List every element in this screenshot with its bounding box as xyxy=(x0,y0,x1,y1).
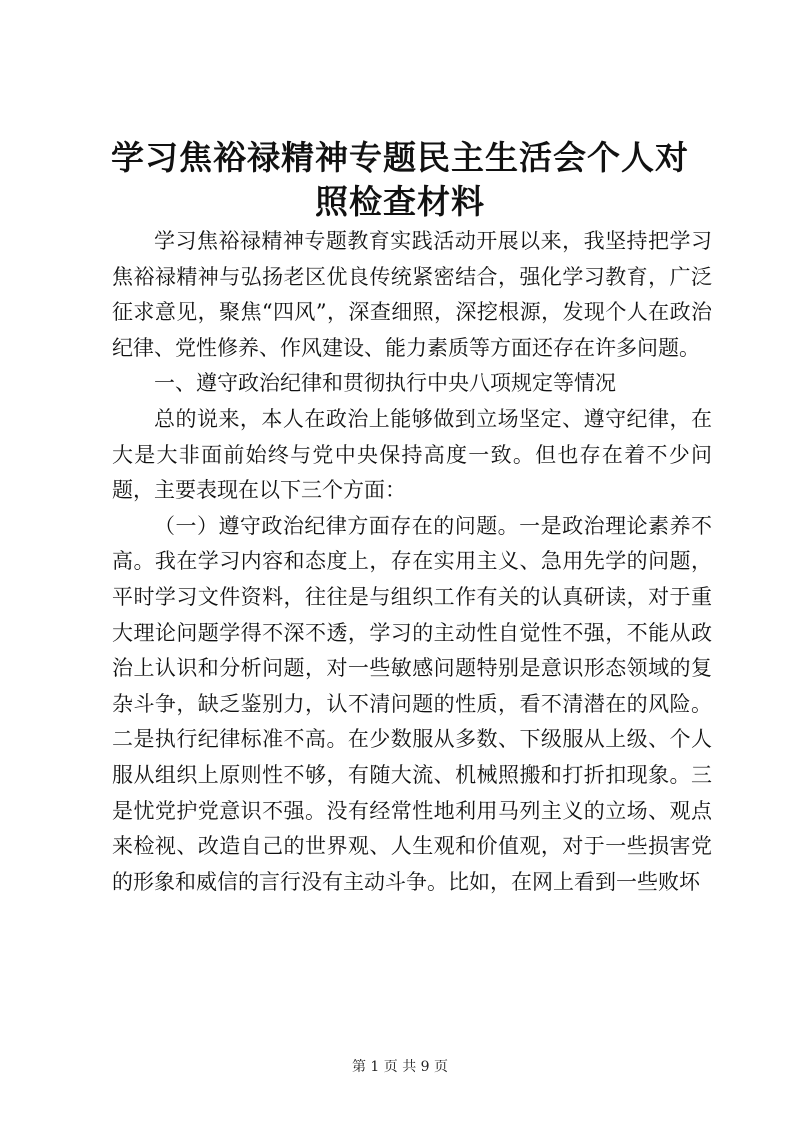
section-heading-1: 一、遵守政治纪律和贯彻执行中央八项规定等情况 xyxy=(154,371,616,396)
paragraph-political-discipline: （一）遵守政治纪律方面存在的问题。一是政治理论素养不高。我在学习内容和态度上，存在实用主义、急用先学的问题，平时学习文件资料，往往是与组织工作有关的认真研读，对于重大理论问题学得不深不透，学习的主动性自觉性不强，不能从政治上认识和分析问题，对一些敏感问题特别是意识形态领域的复杂斗争，缺乏鉴别力，认不清问题的性质，看不清潜在的风险。二是执行纪律标准不高。在少数服从多数、下级服从上级、个人服从组织上原则性不够，有随大流、机械照搬和打折扣现象。三是忧党护党意识不强。没有经常性地利用马列主义的立场、观点来检视、改造自己的世界观、人生观和价值观，对于一些损害党的形象和威信的言行没有主动斗争。比如，在网上看到一些败坏 xyxy=(112,513,712,894)
paragraph-intro: 学习焦裕禄精神专题教育实践活动开展以来，我坚持把学习焦裕禄精神与弘扬老区优良传统紧密结合，强化学习教育，广泛征求意见，聚焦“四风”，深查细照，深挖根源，发现个人在政治纪律、党性修养、作风建设、能力素质等方面还存在许多问题。 xyxy=(112,229,712,360)
document-title: 学习焦裕禄精神专题民主生活会个人对照检查材料 xyxy=(111,138,689,221)
paragraph-summary: 总的说来，本人在政治上能够做到立场坚定、遵守纪律，在大是大非面前始终与党中央保持高度一致。但也存在着不少问题，主要表现在以下三个方面： xyxy=(112,406,712,503)
document-body xyxy=(112,224,712,900)
page-footer: 第 1 页 共 9 页 xyxy=(351,1059,449,1075)
